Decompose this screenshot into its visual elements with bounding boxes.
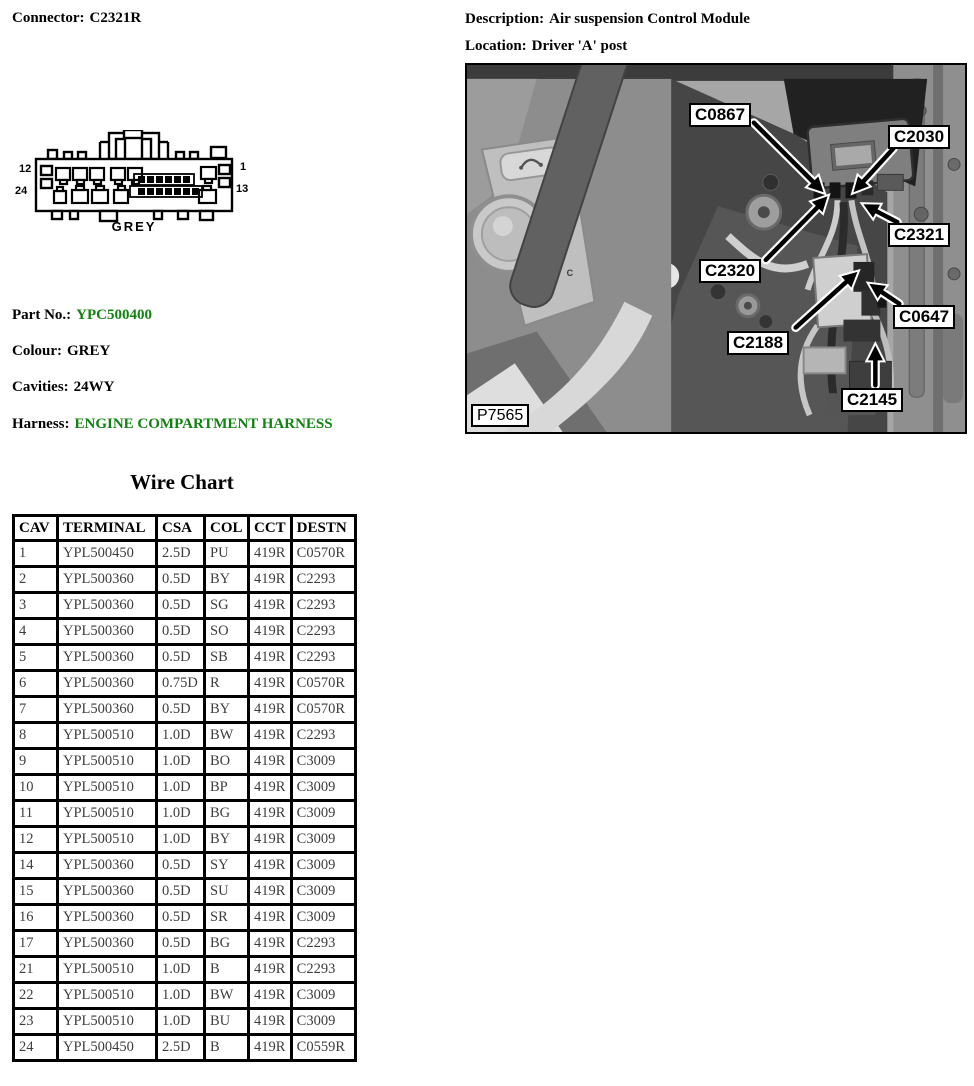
wire-table-body xyxy=(14,541,356,1061)
location-value: Driver 'A' post xyxy=(531,38,628,54)
table-cell: 419R xyxy=(249,541,292,567)
harness-value: ENGINE COMPARTMENT HARNESS xyxy=(74,416,333,432)
table-cell: 2.5D xyxy=(157,541,205,567)
table-cell: 3 xyxy=(14,593,58,619)
photo-top-trim xyxy=(467,65,965,81)
connector-diagram-svg xyxy=(8,130,252,234)
table-cell: 1.0D xyxy=(157,983,205,1009)
figure-id-label: P7565 xyxy=(471,404,529,427)
wire-chart-table xyxy=(12,514,357,1062)
table-cell: 8 xyxy=(14,723,58,749)
part-no-value: YPC500400 xyxy=(76,307,152,323)
table-cell: BP xyxy=(205,775,249,801)
table-cell: 0.5D xyxy=(157,567,205,593)
pin-label-1: 1 xyxy=(240,161,247,173)
table-cell: 419R xyxy=(249,645,292,671)
table-cell: YPL500510 xyxy=(58,957,157,983)
table-cell: C2293 xyxy=(291,645,355,671)
table-cell: PU xyxy=(205,541,249,567)
table-cell: 11 xyxy=(14,801,58,827)
table-row xyxy=(14,931,356,957)
colour-line xyxy=(12,343,110,360)
table-cell: SG xyxy=(205,593,249,619)
table-row xyxy=(14,983,356,1009)
table-row xyxy=(14,671,356,697)
column-header: CCT xyxy=(249,516,292,541)
table-cell: C0570R xyxy=(291,697,355,723)
table-cell: YPL500360 xyxy=(58,645,157,671)
photo-callout-c0867: C0867 xyxy=(689,103,751,127)
table-row xyxy=(14,1009,356,1035)
table-cell: 419R xyxy=(249,775,292,801)
table-cell: C3009 xyxy=(291,983,355,1009)
table-cell: BW xyxy=(205,983,249,1009)
connector-label: Connector: xyxy=(12,10,85,26)
table-cell: 0.5D xyxy=(157,853,205,879)
table-cell: SB xyxy=(205,645,249,671)
table-row xyxy=(14,827,356,853)
table-cell: YPL500360 xyxy=(58,567,157,593)
dashboard-left xyxy=(467,65,671,432)
cavities-value: 24WY xyxy=(73,379,115,395)
table-cell: BY xyxy=(205,567,249,593)
column-header: CSA xyxy=(157,516,205,541)
table-cell: 9 xyxy=(14,749,58,775)
table-cell: 0.75D xyxy=(157,671,205,697)
photo-callout-c2188: C2188 xyxy=(727,331,789,355)
table-cell: 419R xyxy=(249,1035,292,1061)
column-header: DESTN xyxy=(291,516,355,541)
table-cell: 419R xyxy=(249,905,292,931)
table-cell: YPL500450 xyxy=(58,541,157,567)
table-cell: 419R xyxy=(249,827,292,853)
table-cell: C3009 xyxy=(291,905,355,931)
table-cell: 5 xyxy=(14,645,58,671)
description-heading xyxy=(465,11,750,28)
table-cell: 6 xyxy=(14,671,58,697)
table-cell: B xyxy=(205,1035,249,1061)
table-cell: C3009 xyxy=(291,801,355,827)
table-cell: R xyxy=(205,671,249,697)
table-cell: YPL500360 xyxy=(58,853,157,879)
location-label: Location: xyxy=(465,38,527,54)
table-cell: C3009 xyxy=(291,879,355,905)
table-cell: C2293 xyxy=(291,567,355,593)
table-cell: C0559R xyxy=(291,1035,355,1061)
table-cell: C2293 xyxy=(291,931,355,957)
table-cell: 419R xyxy=(249,749,292,775)
table-cell: 4 xyxy=(14,619,58,645)
location-heading xyxy=(465,38,627,55)
table-row xyxy=(14,801,356,827)
table-cell: C2293 xyxy=(291,593,355,619)
table-cell: YPL500360 xyxy=(58,905,157,931)
table-cell: BG xyxy=(205,931,249,957)
table-cell: YPL500510 xyxy=(58,723,157,749)
table-cell: 419R xyxy=(249,619,292,645)
table-cell: 24 xyxy=(14,1035,58,1061)
table-cell: 23 xyxy=(14,1009,58,1035)
colour-label: Colour: xyxy=(12,343,62,359)
wire-chart-title: Wire Chart xyxy=(130,470,234,494)
table-row xyxy=(14,645,356,671)
table-cell: C2293 xyxy=(291,957,355,983)
column-header: TERMINAL xyxy=(58,516,157,541)
table-cell: YPL500360 xyxy=(58,697,157,723)
table-cell: BY xyxy=(205,827,249,853)
photo-callout-c2320: C2320 xyxy=(699,259,761,283)
table-cell: BW xyxy=(205,723,249,749)
harness-line xyxy=(12,416,333,433)
table-cell: 0.5D xyxy=(157,879,205,905)
table-cell: 419R xyxy=(249,567,292,593)
table-cell: BG xyxy=(205,801,249,827)
table-cell: YPL500360 xyxy=(58,619,157,645)
table-cell: 17 xyxy=(14,931,58,957)
column-header: COL xyxy=(205,516,249,541)
table-row xyxy=(14,879,356,905)
table-cell: YPL500510 xyxy=(58,1009,157,1035)
table-cell: BO xyxy=(205,749,249,775)
table-cell: 419R xyxy=(249,931,292,957)
connector-value: C2321R xyxy=(89,10,142,26)
location-photo xyxy=(465,63,967,434)
cavities-label: Cavities: xyxy=(12,379,69,395)
table-header-row xyxy=(14,516,356,541)
table-cell: 7 xyxy=(14,697,58,723)
part-no-label: Part No.: xyxy=(12,307,72,323)
table-cell: 419R xyxy=(249,957,292,983)
table-cell: SY xyxy=(205,853,249,879)
table-cell: BU xyxy=(205,1009,249,1035)
table-row xyxy=(14,775,356,801)
table-cell: 1.0D xyxy=(157,827,205,853)
table-cell: 2.5D xyxy=(157,1035,205,1061)
table-cell: 0.5D xyxy=(157,697,205,723)
table-cell: 1.0D xyxy=(157,1009,205,1035)
table-cell: 1.0D xyxy=(157,957,205,983)
table-cell: YPL500450 xyxy=(58,1035,157,1061)
table-row xyxy=(14,593,356,619)
description-label: Description: xyxy=(465,11,545,27)
table-cell: YPL500510 xyxy=(58,827,157,853)
table-cell: 1 xyxy=(14,541,58,567)
table-row xyxy=(14,749,356,775)
table-cell: YPL500510 xyxy=(58,749,157,775)
table-cell: 419R xyxy=(249,983,292,1009)
table-cell: 0.5D xyxy=(157,619,205,645)
table-cell: YPL500510 xyxy=(58,775,157,801)
table-cell: 419R xyxy=(249,671,292,697)
table-cell: 0.5D xyxy=(157,645,205,671)
table-row xyxy=(14,697,356,723)
table-row xyxy=(14,619,356,645)
table-cell: 419R xyxy=(249,1009,292,1035)
table-row xyxy=(14,541,356,567)
table-cell: YPL500510 xyxy=(58,801,157,827)
photo-callout-c2145: C2145 xyxy=(841,388,903,412)
table-row xyxy=(14,1035,356,1061)
table-row xyxy=(14,905,356,931)
photo-callout-c2321: C2321 xyxy=(888,223,950,247)
table-cell: 0.5D xyxy=(157,905,205,931)
connector-diagram xyxy=(8,130,252,234)
harness-label: Harness: xyxy=(12,416,70,432)
table-cell: 419R xyxy=(249,593,292,619)
table-row xyxy=(14,723,356,749)
table-cell: 1.0D xyxy=(157,723,205,749)
pin-label-24: 24 xyxy=(15,185,28,197)
table-cell: YPL500360 xyxy=(58,671,157,697)
table-row xyxy=(14,957,356,983)
table-cell: 419R xyxy=(249,723,292,749)
table-cell: 12 xyxy=(14,827,58,853)
table-cell: 1.0D xyxy=(157,749,205,775)
column-header: CAV xyxy=(14,516,58,541)
table-cell: YPL500510 xyxy=(58,983,157,1009)
table-cell: 14 xyxy=(14,853,58,879)
table-cell: C2293 xyxy=(291,619,355,645)
table-cell: 15 xyxy=(14,879,58,905)
table-cell: 419R xyxy=(249,853,292,879)
connector-colour-label: GREY xyxy=(111,219,157,234)
description-value: Air suspension Control Module xyxy=(549,11,750,27)
table-cell: C3009 xyxy=(291,1009,355,1035)
table-cell: SO xyxy=(205,619,249,645)
table-cell: 10 xyxy=(14,775,58,801)
photo-callout-c0647: C0647 xyxy=(893,305,955,329)
pin-label-13: 13 xyxy=(236,183,249,195)
table-cell: C2293 xyxy=(291,723,355,749)
table-cell: B xyxy=(205,957,249,983)
table-cell: 16 xyxy=(14,905,58,931)
table-cell: 1.0D xyxy=(157,775,205,801)
table-row xyxy=(14,853,356,879)
table-cell: 419R xyxy=(249,801,292,827)
table-cell: 0.5D xyxy=(157,931,205,957)
connector-heading xyxy=(12,10,141,27)
table-cell: C3009 xyxy=(291,827,355,853)
table-cell: C3009 xyxy=(291,853,355,879)
table-cell: YPL500360 xyxy=(58,931,157,957)
table-cell: SU xyxy=(205,879,249,905)
table-cell: 419R xyxy=(249,879,292,905)
table-cell: C0570R xyxy=(291,671,355,697)
table-cell: C0570R xyxy=(291,541,355,567)
table-cell: BY xyxy=(205,697,249,723)
table-cell: YPL500360 xyxy=(58,593,157,619)
c-text: C xyxy=(566,267,574,278)
cavities-line xyxy=(12,379,115,396)
table-cell: 419R xyxy=(249,697,292,723)
table-cell: 1.0D xyxy=(157,801,205,827)
table-cell: 2 xyxy=(14,567,58,593)
table-cell: YPL500360 xyxy=(58,879,157,905)
table-cell: 21 xyxy=(14,957,58,983)
table-row xyxy=(14,567,356,593)
table-cell: 0.5D xyxy=(157,593,205,619)
colour-value: GREY xyxy=(67,343,111,359)
table-cell: C3009 xyxy=(291,775,355,801)
part-no-line xyxy=(12,307,152,324)
table-cell: 22 xyxy=(14,983,58,1009)
pin-label-12: 12 xyxy=(19,163,32,175)
photo-callout-c2030: C2030 xyxy=(888,125,950,149)
table-cell: C3009 xyxy=(291,749,355,775)
table-cell: SR xyxy=(205,905,249,931)
